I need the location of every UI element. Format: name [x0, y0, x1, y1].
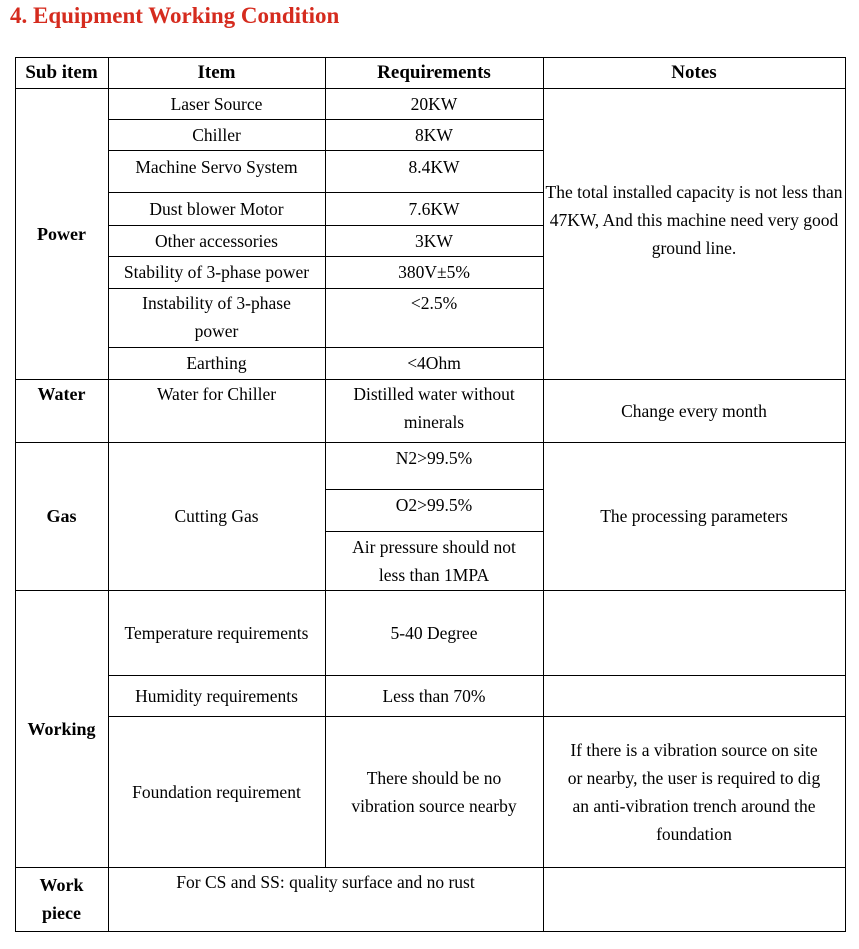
- note-water: Change every month: [621, 400, 767, 421]
- req-chiller: 8KW: [415, 124, 453, 145]
- req-earthing: <4Ohm: [407, 353, 461, 373]
- item-stability-3phase: Stability of 3-phase power: [123, 262, 310, 282]
- section-title: 4. Equipment Working Condition: [10, 3, 340, 28]
- req-stability-3phase: 380V±5%: [398, 262, 470, 282]
- sub-item-water: Water: [37, 384, 86, 404]
- item-servo-system: Machine Servo System: [135, 157, 298, 177]
- req-humidity: Less than 70%: [382, 685, 486, 706]
- req-laser-source: 20KW: [410, 93, 458, 114]
- item-other-accessories: Other accessories: [155, 230, 278, 251]
- sub-item-gas: Gas: [46, 506, 77, 526]
- item-temperature: Temperature requirements: [124, 622, 309, 643]
- req-water: Distilled water without minerals: [353, 384, 515, 432]
- note-power: The total installed capacity is not less than 47KW, And this machine need very good ground line.: [545, 182, 843, 258]
- req-servo-system: 8.4KW: [408, 157, 460, 177]
- item-earthing: Earthing: [186, 353, 247, 373]
- req-instability-3phase: <2.5%: [410, 293, 458, 313]
- item-dust-blower: Dust blower Motor: [149, 198, 284, 219]
- sub-item-working: Working: [27, 718, 96, 739]
- item-humidity: Humidity requirements: [135, 685, 298, 706]
- note-foundation: If there is a vibration source on site or nearby, the user is required to dig an anti-vibration trench around the foundation: [567, 740, 821, 844]
- item-chiller: Chiller: [192, 124, 241, 145]
- req-other-accessories: 3KW: [415, 230, 453, 251]
- note-workpiece: [543, 867, 845, 931]
- req-dust-blower: 7.6KW: [408, 198, 460, 219]
- sub-item-workpiece: Work piece: [39, 875, 84, 923]
- note-gas: The processing parameters: [600, 506, 788, 526]
- req-temperature: 5-40 Degree: [390, 622, 478, 643]
- item-water-chiller: Water for Chiller: [156, 384, 277, 404]
- req-gas-o2: O2>99.5%: [395, 495, 473, 515]
- header-sub-item: Sub item: [25, 61, 98, 83]
- req-gas-n2: N2>99.5%: [395, 448, 473, 468]
- note-humidity: [543, 675, 845, 716]
- req-air-pressure: Air pressure should not less than 1MPA: [352, 536, 516, 585]
- item-instability-3phase: Instability of 3-phase power: [142, 293, 291, 341]
- item-laser-source: Laser Source: [170, 93, 263, 114]
- header-notes: Notes: [671, 61, 717, 83]
- header-requirements: Requirements: [377, 61, 491, 83]
- sub-item-power: Power: [37, 223, 86, 244]
- note-temperature: [543, 590, 845, 675]
- item-foundation: Foundation requirement: [132, 781, 301, 802]
- req-foundation: There should be no vibration source nearby: [351, 767, 517, 816]
- item-cutting-gas: Cutting Gas: [174, 506, 259, 526]
- header-item: Item: [197, 61, 236, 83]
- workpiece-requirement: For CS and SS: quality surface and no rust: [176, 872, 475, 892]
